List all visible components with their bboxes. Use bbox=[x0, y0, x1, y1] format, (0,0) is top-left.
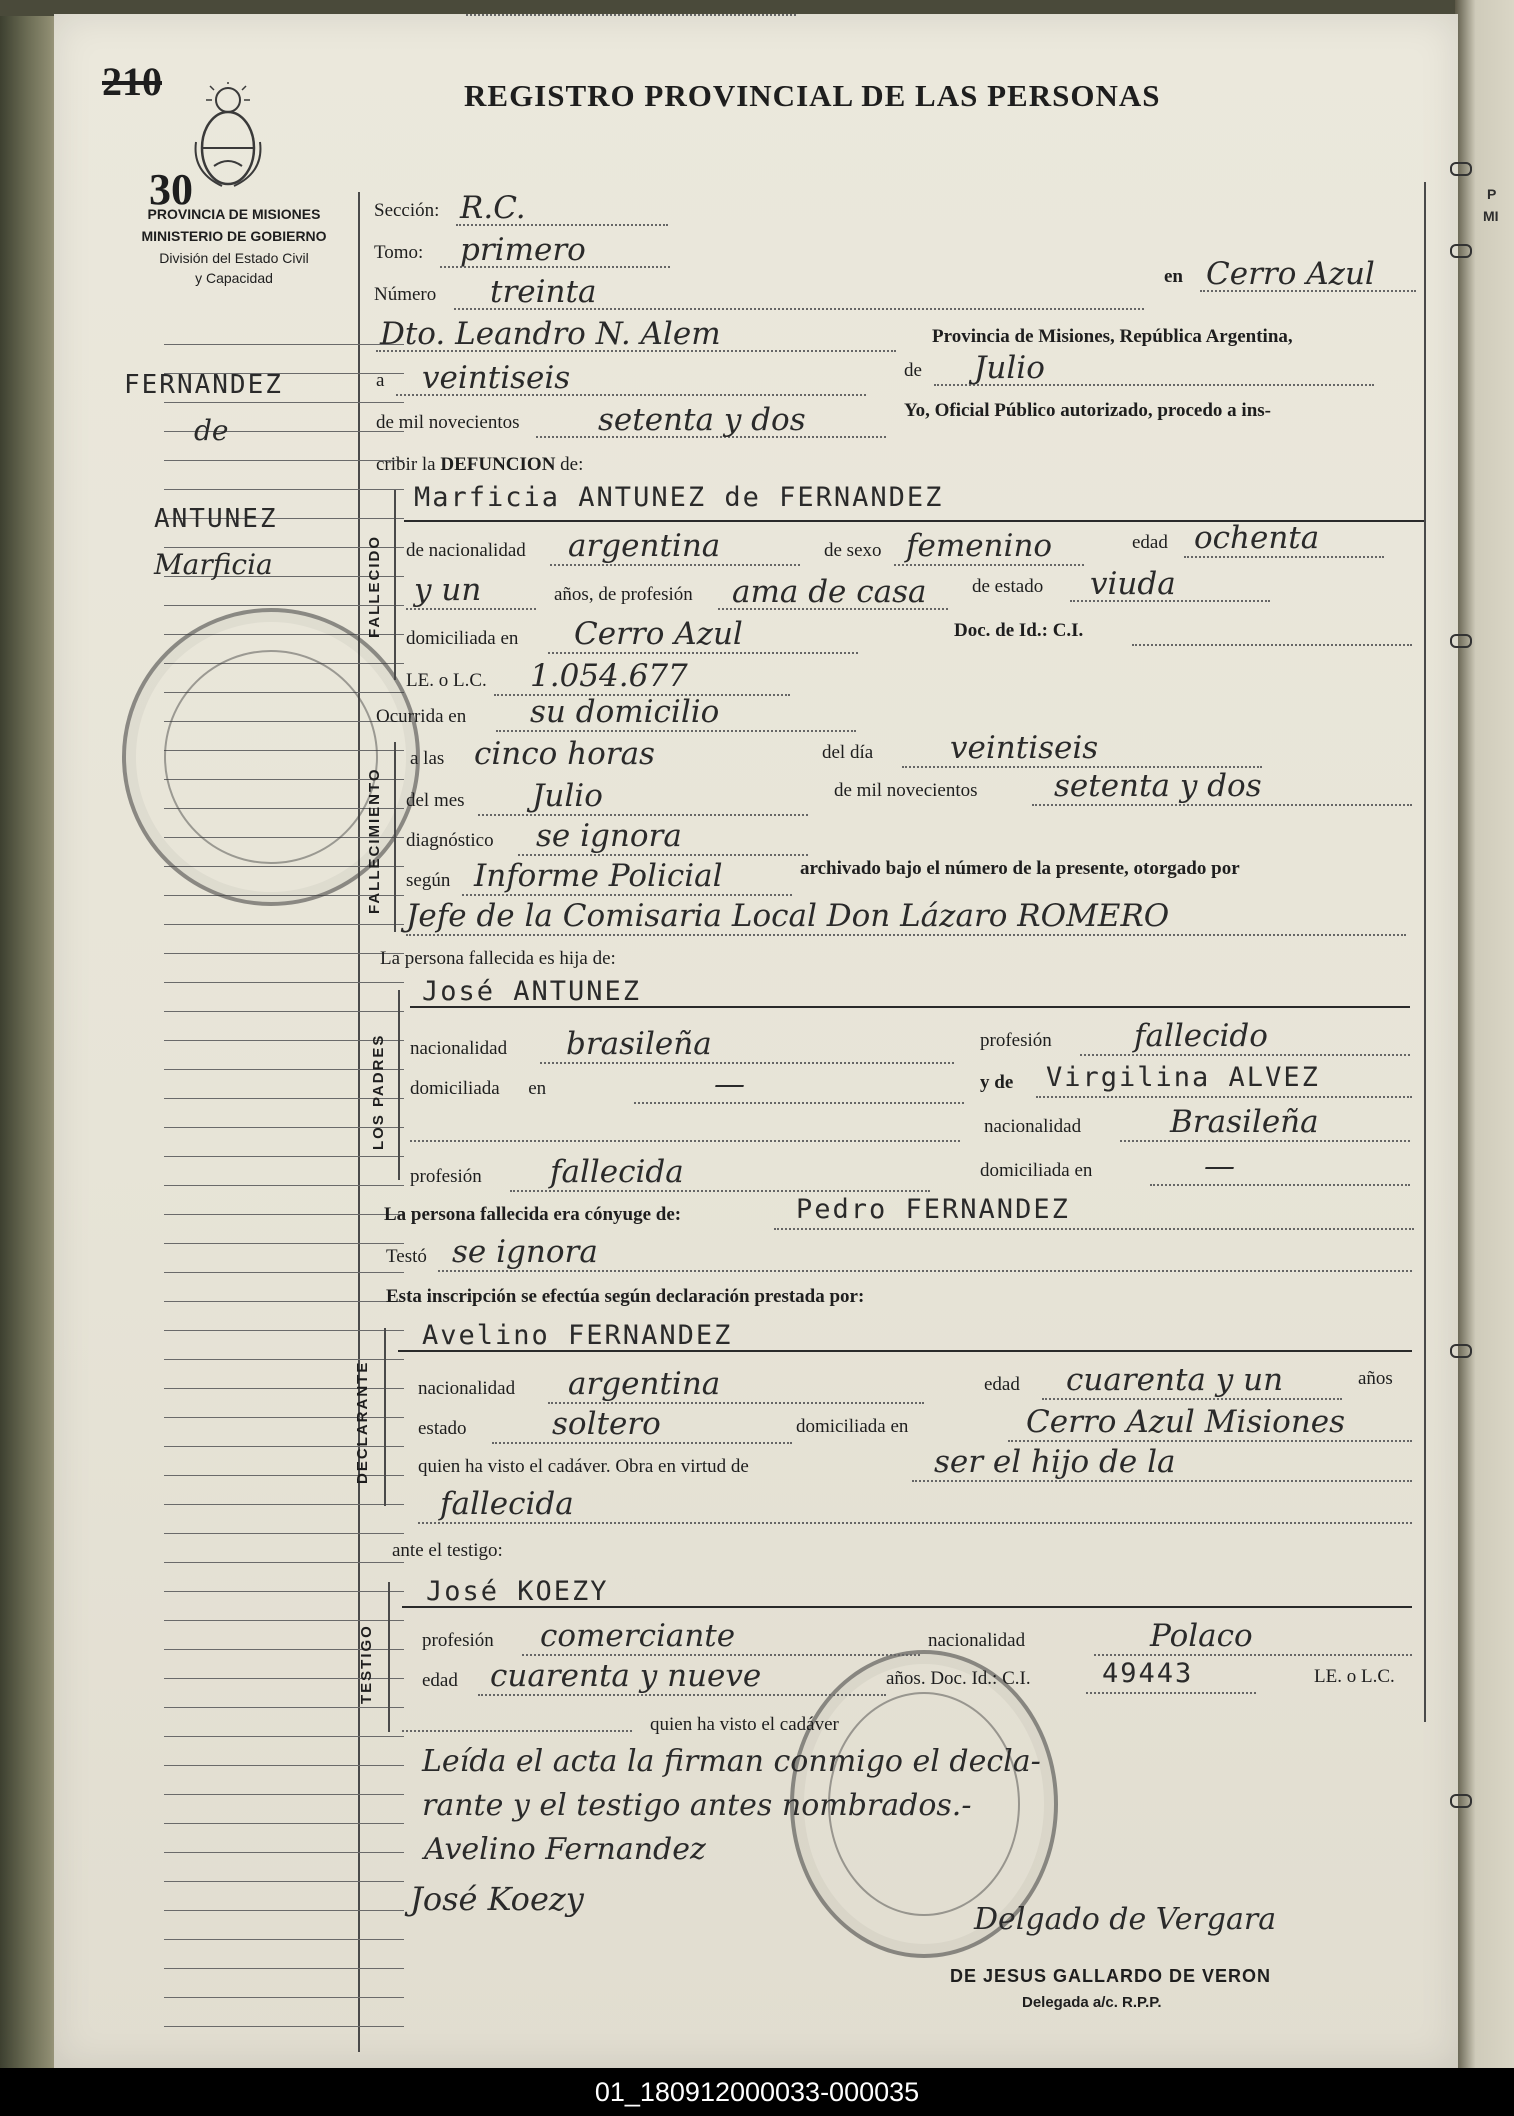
stitch-mark bbox=[1450, 634, 1472, 648]
field-line bbox=[550, 564, 800, 566]
field-line bbox=[466, 14, 796, 16]
value-edad-1: ochenta bbox=[1194, 520, 1320, 556]
stitch-mark bbox=[1450, 162, 1472, 176]
field-line bbox=[522, 1654, 920, 1656]
value-padre-nacionalidad: brasileña bbox=[566, 1026, 712, 1062]
value-dia: veintiseis bbox=[422, 360, 571, 396]
margin-rule bbox=[164, 2026, 404, 2027]
section-rule bbox=[384, 1328, 386, 1506]
field-line bbox=[912, 1480, 1412, 1482]
section-label-fallecimiento: FALLECIMIENTO bbox=[366, 767, 383, 914]
margin-rule bbox=[164, 924, 404, 925]
value-declarante-edad: cuarenta y un bbox=[1066, 1362, 1284, 1398]
frame-left-rule bbox=[358, 192, 360, 2052]
value-declarante-estado: soltero bbox=[552, 1406, 661, 1442]
label-doc-id: Doc. de Id.: C.I. bbox=[954, 620, 1084, 641]
value-testigo-profesion: comerciante bbox=[540, 1618, 736, 1654]
signature-testigo: José Koezy bbox=[410, 1880, 584, 1918]
value-mes: Julio bbox=[974, 350, 1045, 386]
margin-rule bbox=[164, 1040, 404, 1041]
section-label-declarante: DECLARANTE bbox=[354, 1360, 371, 1484]
section-rule bbox=[394, 490, 396, 680]
label-defuncion: DEFUNCION bbox=[440, 454, 556, 475]
adjacent-page bbox=[1455, 0, 1514, 2068]
stitch-mark bbox=[1450, 1794, 1472, 1808]
label-tomo: Tomo: bbox=[374, 242, 424, 263]
margin-rule bbox=[164, 1707, 404, 1708]
value-madre-nacionalidad: Brasileña bbox=[1170, 1104, 1319, 1140]
margin-rule bbox=[164, 1765, 404, 1766]
act-number: 30 bbox=[149, 165, 193, 214]
value-madre: Virgilina ALVEZ bbox=[1046, 1062, 1320, 1093]
value-obra-virtud-1: ser el hijo de la bbox=[934, 1444, 1176, 1480]
margin-rule bbox=[164, 1243, 404, 1244]
label-del-mes: del mes bbox=[406, 790, 465, 811]
value-nacionalidad: argentina bbox=[568, 528, 721, 564]
label-domiciliada-padre bbox=[410, 1078, 546, 1100]
issuer-division: División del Estado Civil bbox=[159, 250, 309, 266]
label-edad-declarante: edad bbox=[984, 1374, 1020, 1395]
field-line bbox=[1086, 1692, 1256, 1694]
label-edad-testigo: edad bbox=[422, 1670, 458, 1691]
margin-rule bbox=[164, 1997, 404, 1998]
label-de: de bbox=[904, 360, 922, 381]
image-caption: 01_180912000033-000035 bbox=[0, 2068, 1514, 2116]
margin-rule bbox=[164, 1214, 404, 1215]
margin-rule bbox=[164, 1591, 404, 1592]
adjacent-page-text-2: MI bbox=[1483, 208, 1499, 224]
label-anios-declarante: años bbox=[1358, 1368, 1393, 1389]
margin-rule bbox=[164, 1098, 404, 1099]
field-line bbox=[1120, 1140, 1410, 1142]
field-line bbox=[540, 1062, 954, 1064]
value-segun: Informe Policial bbox=[474, 858, 723, 894]
label-de-mil-nov: de mil novecientos bbox=[834, 780, 978, 801]
margin-rule bbox=[164, 1301, 404, 1302]
field-line bbox=[1032, 804, 1412, 806]
value-diagnostico: se ignora bbox=[536, 818, 682, 854]
margin-rule bbox=[164, 402, 404, 403]
label-ocurrida-en: Ocurrida en bbox=[376, 706, 467, 727]
label-segun: según bbox=[406, 870, 451, 891]
value-testigo-nacionalidad: Polaco bbox=[1150, 1618, 1253, 1654]
value-lugar: Cerro Azul bbox=[1206, 256, 1375, 292]
label-le-lc: LE. o L.C. bbox=[406, 670, 487, 691]
margin-rule bbox=[164, 1939, 404, 1940]
label-quien-visto: quien ha visto el cadáver. Obra en virtud de bbox=[418, 1456, 749, 1477]
field-line bbox=[1042, 1398, 1342, 1400]
label-cribir bbox=[376, 454, 583, 476]
value-domicilio: Cerro Azul bbox=[574, 616, 743, 652]
note-line-1: Leída el acta la firman conmigo el decla- bbox=[422, 1744, 1041, 1779]
value-declarante-nacionalidad: argentina bbox=[568, 1366, 721, 1402]
field-line bbox=[478, 814, 808, 816]
label-domiciliada-en: domiciliada en bbox=[406, 628, 519, 649]
label-a: a bbox=[376, 370, 385, 391]
value-sexo: femenino bbox=[906, 528, 1053, 564]
label-le-o-lc: LE. o L.C. bbox=[1314, 1666, 1395, 1687]
value-departamento: Dto. Leandro N. Alem bbox=[380, 316, 721, 352]
margin-rule bbox=[164, 1881, 404, 1882]
label-domiciliada-text: domiciliada bbox=[410, 1078, 500, 1099]
margin-rule bbox=[164, 1736, 404, 1737]
value-conyuge: Pedro FERNANDEZ bbox=[796, 1194, 1070, 1225]
value-padre-profesion: fallecido bbox=[1134, 1018, 1268, 1054]
value-testigo-ci: 49443 bbox=[1102, 1658, 1194, 1689]
label-de-colon: de: bbox=[560, 454, 584, 475]
coat-of-arms bbox=[192, 82, 264, 192]
stitch-mark bbox=[1450, 1344, 1472, 1358]
field-line bbox=[406, 934, 1406, 936]
margin-rule bbox=[164, 1504, 404, 1505]
margin-rule bbox=[164, 489, 404, 490]
field-line bbox=[410, 1140, 960, 1142]
field-line bbox=[1094, 1654, 1412, 1656]
value-madre-domicilio: — bbox=[1204, 1148, 1235, 1184]
value-declarante-domicilio: Cerro Azul Misiones bbox=[1026, 1404, 1346, 1440]
margin-rule bbox=[164, 953, 404, 954]
margin-rule bbox=[164, 1330, 404, 1331]
label-de-estado: de estado bbox=[972, 576, 1044, 597]
margin-rule bbox=[164, 1127, 404, 1128]
value-profesion: ama de casa bbox=[732, 574, 927, 610]
label-nacionalidad-madre: nacionalidad bbox=[984, 1116, 1082, 1137]
field-line bbox=[438, 1270, 1412, 1272]
page-number: 210 bbox=[102, 59, 162, 104]
label-de-nacionalidad: de nacionalidad bbox=[406, 540, 526, 561]
label-profesion-padre: profesión bbox=[980, 1030, 1052, 1051]
value-tomo: primero bbox=[460, 232, 586, 268]
section-rule bbox=[398, 990, 400, 1180]
label-profesion-testigo: profesión bbox=[422, 1630, 494, 1651]
issuer-block bbox=[104, 206, 364, 286]
issuer-ministry: MINISTERIO DE GOBIERNO bbox=[141, 228, 327, 244]
field-line bbox=[1008, 1440, 1412, 1442]
label-nacionalidad-padre: nacionalidad bbox=[410, 1038, 508, 1059]
field-line bbox=[406, 608, 536, 610]
value-otorgado-por: Jefe de la Comisaria Local Don Lázaro ROMERO bbox=[406, 898, 1170, 934]
label-cribir-text: cribir la bbox=[376, 454, 436, 475]
value-testigo-nombre: José KOEZY bbox=[426, 1576, 609, 1607]
stitch-mark bbox=[1450, 244, 1472, 258]
value-testigo-edad: cuarenta y nueve bbox=[490, 1658, 762, 1694]
label-de-sexo: de sexo bbox=[824, 540, 882, 561]
signature-declarante: Avelino Fernandez bbox=[424, 1832, 706, 1867]
margin-rule bbox=[164, 1620, 404, 1621]
margin-rule bbox=[164, 1562, 404, 1563]
value-obra-virtud-2: fallecida bbox=[440, 1486, 574, 1522]
margin-rule bbox=[164, 1185, 404, 1186]
field-line bbox=[1150, 1184, 1410, 1186]
margin-rule bbox=[164, 982, 404, 983]
label-domiciliada-madre: domiciliada en bbox=[980, 1160, 1093, 1181]
margin-rule bbox=[164, 1011, 404, 1012]
field-line bbox=[496, 730, 856, 732]
margin-rule bbox=[164, 1069, 404, 1070]
label-edad: edad bbox=[1132, 532, 1168, 553]
label-anios-doc: años. Doc. Id.: C.I. bbox=[886, 1668, 1031, 1689]
margin-rule bbox=[164, 1156, 404, 1157]
section-rule bbox=[388, 1582, 390, 1732]
value-padre-domicilio: — bbox=[714, 1066, 745, 1102]
margin-rule bbox=[164, 460, 404, 461]
field-line bbox=[548, 1402, 924, 1404]
book-binding bbox=[0, 0, 62, 2068]
section-rule bbox=[394, 742, 396, 932]
label-testo: Testó bbox=[386, 1246, 427, 1267]
issuer-province: PROVINCIA DE MISIONES bbox=[147, 206, 321, 222]
value-dia-fall: veintiseis bbox=[950, 730, 1099, 766]
label-mil-novecientos: de mil novecientos bbox=[376, 412, 520, 433]
field-line bbox=[774, 1228, 1414, 1230]
field-line bbox=[548, 652, 858, 654]
field-line bbox=[1036, 1096, 1412, 1098]
label-y-de: y de bbox=[980, 1072, 1014, 1093]
label-domiciliada-declarante: domiciliada en bbox=[796, 1416, 909, 1437]
label-en-text: en bbox=[528, 1078, 547, 1099]
margin-rule bbox=[164, 344, 404, 345]
value-testo: se ignora bbox=[452, 1234, 598, 1270]
note-line-2: rante y el testigo antes nombrados.- bbox=[422, 1788, 972, 1823]
issuer-capacity: y Capacidad bbox=[195, 270, 273, 286]
margin-de: de bbox=[194, 414, 229, 447]
margin-rule bbox=[164, 1852, 404, 1853]
label-conyuge: La persona fallecida era cónyuge de: bbox=[384, 1204, 682, 1225]
value-anio: setenta y dos bbox=[598, 402, 806, 438]
label-seccion: Sección: bbox=[374, 200, 440, 221]
section-label-padres: LOS PADRES bbox=[370, 1033, 387, 1150]
field-line bbox=[402, 1730, 632, 1732]
label-nacionalidad-testigo: nacionalidad bbox=[928, 1630, 1026, 1651]
label-del-dia: del día bbox=[822, 742, 874, 763]
value-edad-2: y un bbox=[414, 572, 482, 608]
margin-rule bbox=[164, 1968, 404, 1969]
margin-rule bbox=[164, 1272, 404, 1273]
label-provincia: Provincia de Misiones, República Argentina, bbox=[932, 326, 1293, 347]
label-quien-visto-2: quien ha visto el cadáver bbox=[650, 1714, 839, 1735]
certificate-page bbox=[54, 14, 1458, 2068]
label-numero: Número bbox=[374, 284, 437, 305]
value-hora: cinco horas bbox=[474, 736, 655, 772]
label-a-las: a las bbox=[410, 748, 445, 769]
section-label-testigo: TESTIGO bbox=[358, 1624, 375, 1704]
field-line bbox=[1080, 1054, 1410, 1056]
field-line bbox=[1132, 644, 1412, 646]
margin-rule bbox=[164, 1910, 404, 1911]
value-seccion: R.C. bbox=[460, 190, 526, 226]
value-declarante-nombre: Avelino FERNANDEZ bbox=[422, 1320, 733, 1351]
officer-name: DE JESUS GALLARDO DE VERON bbox=[950, 1966, 1272, 1986]
field-line bbox=[894, 564, 1084, 566]
value-estado-civil: viuda bbox=[1090, 566, 1176, 602]
field-line bbox=[462, 894, 792, 896]
value-padre: José ANTUNEZ bbox=[422, 976, 642, 1007]
officer-title: Delegada a/c. R.P.P. bbox=[1022, 1994, 1162, 2011]
document-title: REGISTRO PROVINCIAL DE LAS PERSONAS bbox=[464, 78, 1161, 113]
section-label-fallecido: FALLECIDO bbox=[366, 535, 383, 638]
label-archivado: archivado bajo el número de la presente, otorgado por bbox=[800, 858, 1240, 879]
field-line bbox=[492, 1442, 792, 1444]
margin-surname-2: ANTUNEZ bbox=[154, 504, 278, 534]
label-estado-declarante: estado bbox=[418, 1418, 467, 1439]
value-numero: treinta bbox=[490, 274, 597, 310]
margin-rule bbox=[164, 1794, 404, 1795]
value-le-lc: 1.054.677 bbox=[530, 658, 688, 694]
field-line bbox=[478, 1694, 886, 1696]
value-ocurrida-en: su domicilio bbox=[530, 694, 720, 730]
label-diagnostico: diagnóstico bbox=[406, 830, 494, 851]
frame-right-rule bbox=[1424, 182, 1426, 1722]
field-line bbox=[418, 1522, 1412, 1524]
field-line bbox=[1184, 556, 1384, 558]
value-mes-fall: Julio bbox=[532, 778, 603, 814]
value-fallecido-nombre: Marficia ANTUNEZ de FERNANDEZ bbox=[414, 482, 944, 513]
label-anios-profesion: años, de profesión bbox=[554, 584, 693, 605]
field-line bbox=[518, 854, 808, 856]
label-hija-de: La persona fallecida es hija de: bbox=[380, 948, 616, 969]
margin-surname-1: FERNANDEZ bbox=[124, 370, 283, 400]
label-en: en bbox=[1164, 266, 1183, 287]
margin-given-name: Marficia bbox=[154, 548, 273, 581]
value-madre-profesion: fallecida bbox=[550, 1154, 684, 1190]
value-anio-fall: setenta y dos bbox=[1054, 768, 1262, 804]
adjacent-page-text-1: P bbox=[1487, 186, 1497, 202]
label-profesion-madre: profesión bbox=[410, 1166, 482, 1187]
label-nacionalidad-declarante: nacionalidad bbox=[418, 1378, 516, 1399]
margin-rule bbox=[164, 1533, 404, 1534]
field-line bbox=[510, 1190, 930, 1192]
label-declaracion: Esta inscripción se efectúa según declaración prestada por: bbox=[386, 1286, 865, 1307]
field-line bbox=[634, 1102, 964, 1104]
signature-oficial: Delgado de Vergara bbox=[974, 1902, 1277, 1937]
label-yo-oficial: Yo, Oficial Público autorizado, procedo a ins- bbox=[904, 400, 1271, 421]
margin-rule bbox=[164, 1823, 404, 1824]
label-ante-testigo: ante el testigo: bbox=[392, 1540, 503, 1561]
